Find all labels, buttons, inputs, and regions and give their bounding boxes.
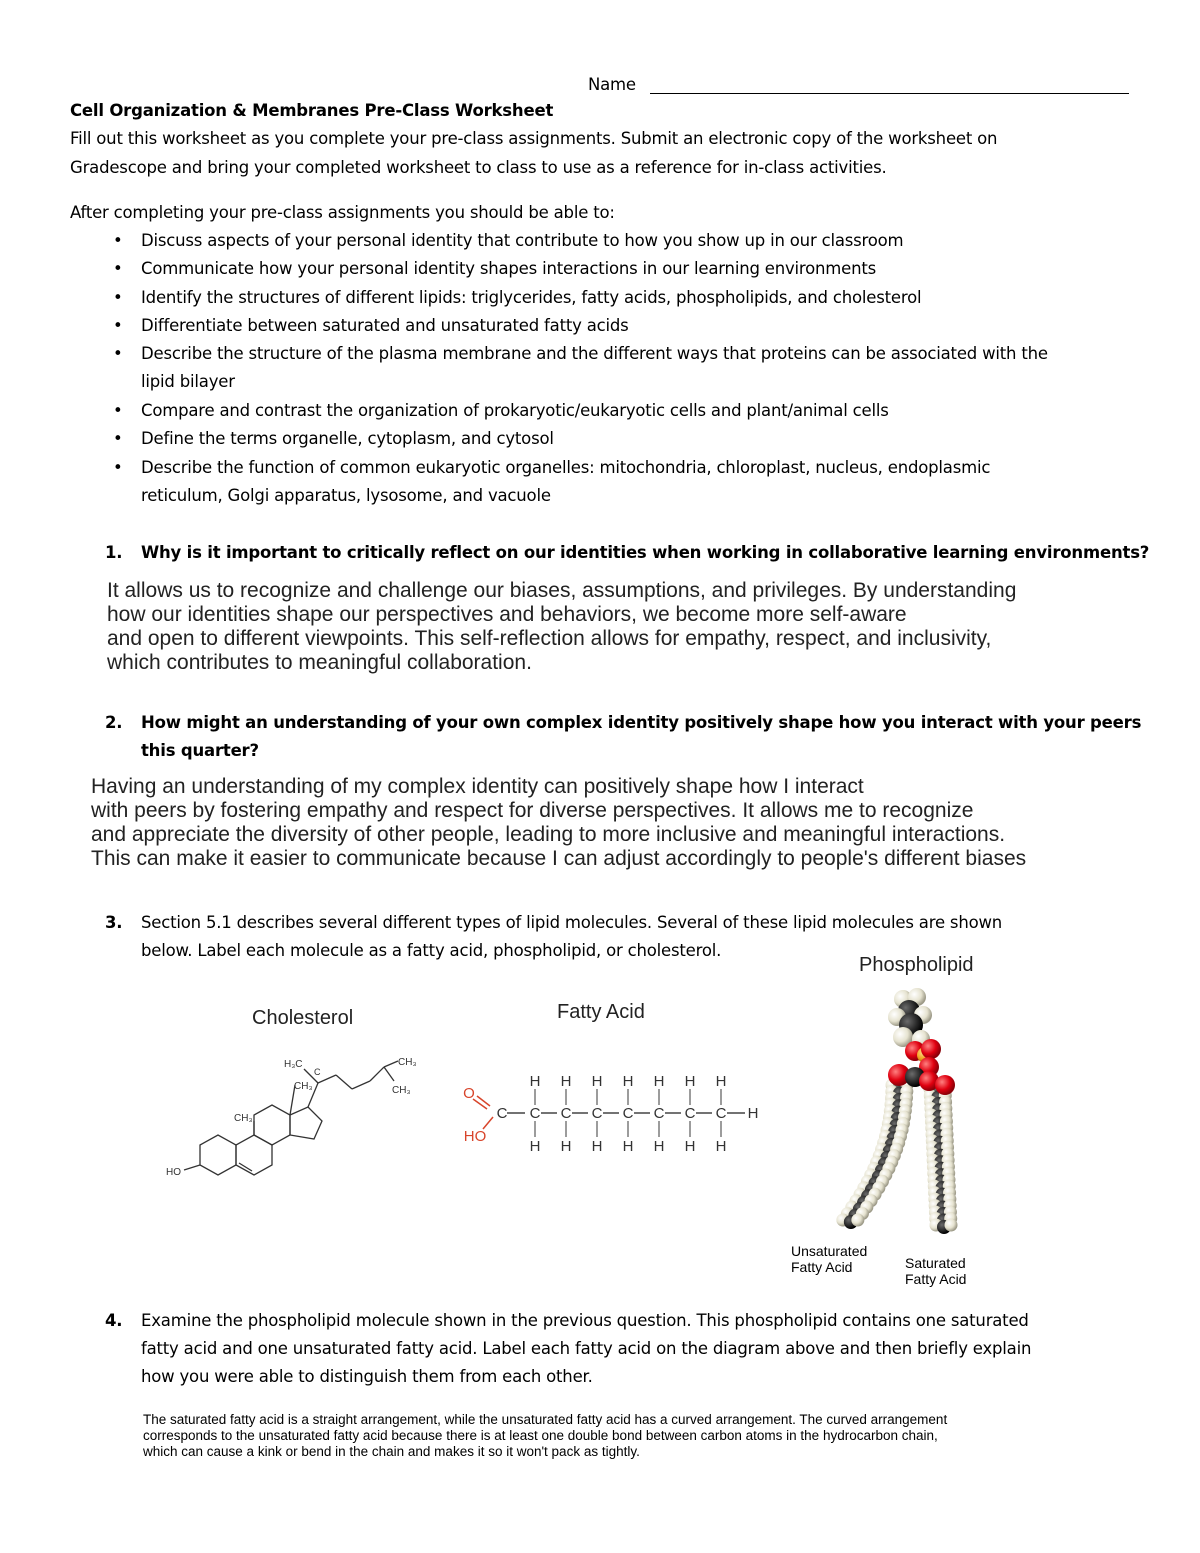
atom-label: CH₃	[398, 1057, 417, 1068]
unsaturated-chain-atom	[851, 1214, 864, 1227]
atom-label: H	[560, 1073, 572, 1090]
atom-label: H	[591, 1138, 603, 1155]
q3-number: 3.	[105, 913, 123, 932]
q4-answer-line: corresponds to the unsaturated fatty acid because there is at least one double bond between carbon atoms in the hydrocarbon chain,	[143, 1428, 938, 1443]
atom-label: C	[653, 1105, 665, 1122]
atom-label: H	[622, 1138, 634, 1155]
atom-label: O	[463, 1085, 475, 1102]
intro-line-1: Fill out this worksheet as you complete your pre-class assignments. Submit an electronic copy of the worksheet on	[70, 129, 998, 148]
cholesterol-structure	[160, 1045, 430, 1185]
atom-label: HO	[166, 1167, 181, 1178]
objective-item: • Describe the structure of the plasma membrane and the different ways that proteins can be associated with the	[113, 344, 1048, 363]
atom-label: H	[560, 1138, 572, 1155]
q2-question-line-1: How might an understanding of your own complex identity positively shape how you interact with your peers	[141, 713, 1142, 732]
objective-item: • Communicate how your personal identity shapes interactions in our learning environments	[113, 259, 877, 278]
atom-label: CH₃	[294, 1081, 313, 1092]
atom-label: H₃C	[284, 1059, 303, 1070]
phospholipid-label[interactable]: Phospholipid	[859, 954, 974, 976]
atom-label: H	[591, 1073, 603, 1090]
q4-question-line-1: Examine the phospholipid molecule shown in the previous question. This phospholipid contains one saturated	[141, 1311, 1029, 1330]
objective-item: • Identify the structures of different lipids: triglycerides, fatty acids, phospholipids, and cholesterol	[113, 288, 922, 307]
objective-item: • Compare and contrast the organization of prokaryotic/eukaryotic cells and plant/animal cells	[113, 401, 889, 420]
objectives-heading: After completing your pre-class assignments you should be able to:	[70, 203, 615, 222]
q4-question-line-2: fatty acid and one unsaturated fatty acid. Label each fatty acid on the diagram above and then briefly explain	[141, 1339, 1032, 1358]
phospholipid-model	[825, 985, 985, 1235]
unsaturated-fatty-acid-label[interactable]: Unsaturated Fatty Acid	[791, 1243, 868, 1275]
atom-label: H	[622, 1073, 634, 1090]
saturated-chain-atom	[945, 1219, 958, 1232]
q1-answer-line: It allows us to recognize and challenge our biases, assumptions, and privileges. By understanding	[107, 579, 1017, 602]
atom-label: CH₃	[392, 1085, 411, 1096]
atom-label: C	[622, 1105, 634, 1122]
q4-answer-line: The saturated fatty acid is a straight arrangement, while the unsaturated fatty acid has a curved arrangement. The curved arrangement	[143, 1412, 948, 1427]
atom-label: H	[684, 1073, 696, 1090]
q1-answer[interactable]	[107, 579, 1016, 675]
q4-question-line-3: how you were able to distinguish them from each other.	[141, 1367, 593, 1386]
objective-item: • Differentiate between saturated and unsaturated fatty acids	[113, 316, 629, 335]
saturated-fatty-acid-label[interactable]: Saturated Fatty Acid	[905, 1255, 967, 1287]
cholesterol-label[interactable]: Cholesterol	[252, 1007, 354, 1029]
q2-number: 2.	[105, 713, 123, 732]
atom-label: H	[529, 1138, 541, 1155]
objective-item-continuation: lipid bilayer	[141, 372, 235, 391]
q1-answer-line: how our identities shape our perspectives and behaviors, we become more self-aware	[107, 603, 907, 626]
intro-line-2: Gradescope and bring your completed worksheet to class to use as a reference for in-class activities.	[70, 158, 887, 177]
q2-answer[interactable]	[91, 775, 1026, 871]
q1-answer-line: and open to different viewpoints. This self-reflection allows for empathy, respect, and inclusivity,	[107, 627, 992, 650]
worksheet-title: Cell Organization & Membranes Pre-Class Worksheet	[70, 101, 554, 120]
atom-label: C	[496, 1105, 508, 1122]
atom-label: C	[314, 1067, 321, 1077]
head-group	[888, 988, 955, 1095]
atom-label: CH₃	[234, 1113, 253, 1124]
atom-label: H	[715, 1073, 727, 1090]
q2-answer-line: Having an understanding of my complex identity can positively shape how I interact	[91, 775, 864, 798]
name-label: Name	[588, 75, 636, 94]
q4-answer-line: which can cause a kink or bend in the chain and makes it so it won't pack as tightly.	[143, 1444, 640, 1459]
name-field-line[interactable]	[650, 93, 1129, 94]
q4-answer[interactable]	[143, 1412, 947, 1460]
atom-label: H	[653, 1138, 665, 1155]
atom-label: H	[653, 1073, 665, 1090]
q1-number: 1.	[105, 543, 123, 562]
atom-label: C	[529, 1105, 541, 1122]
atom-label: H	[529, 1073, 541, 1090]
objective-item-continuation: reticulum, Golgi apparatus, lysosome, and vacuole	[141, 486, 551, 505]
atom-label: C	[591, 1105, 603, 1122]
q1-question: Why is it important to critically reflect on our identities when working in collaborative learning environments?	[141, 543, 1150, 562]
atom-label: H	[747, 1105, 759, 1122]
atom-label: C	[684, 1105, 696, 1122]
q2-answer-line: This can make it easier to communicate because I can adjust accordingly to people's different biases	[91, 847, 1027, 870]
fatty-acid-label[interactable]: Fatty Acid	[557, 1001, 645, 1023]
q4-number: 4.	[105, 1311, 123, 1330]
fatty-acid-structure	[455, 1065, 775, 1160]
atom-label: C	[560, 1105, 572, 1122]
q2-answer-line: with peers by fostering empathy and respect for diverse perspectives. It allows me to recognize	[91, 799, 974, 822]
q1-answer-line: which contributes to meaningful collaboration.	[107, 651, 532, 674]
q2-answer-line: and appreciate the diversity of other people, leading to more inclusive and meaningful interactions.	[91, 823, 1006, 846]
atom-label: HO	[463, 1128, 487, 1145]
objective-item: • Discuss aspects of your personal identity that contribute to how you show up in our classroom	[113, 231, 904, 250]
objective-item: • Define the terms organelle, cytoplasm, and cytosol	[113, 429, 554, 448]
objective-item: • Describe the function of common eukaryotic organelles: mitochondria, chloroplast, nucleus, endoplasmic	[113, 458, 991, 477]
atom-label: H	[715, 1138, 727, 1155]
q3-question-line-1: Section 5.1 describes several different types of lipid molecules. Several of these lipid molecules are shown	[141, 913, 1003, 932]
atom-label: C	[715, 1105, 727, 1122]
atom-label: H	[684, 1138, 696, 1155]
q3-question-line-2: below. Label each molecule as a fatty acid, phospholipid, or cholesterol.	[141, 941, 722, 960]
q2-question-line-2: this quarter?	[141, 741, 259, 760]
